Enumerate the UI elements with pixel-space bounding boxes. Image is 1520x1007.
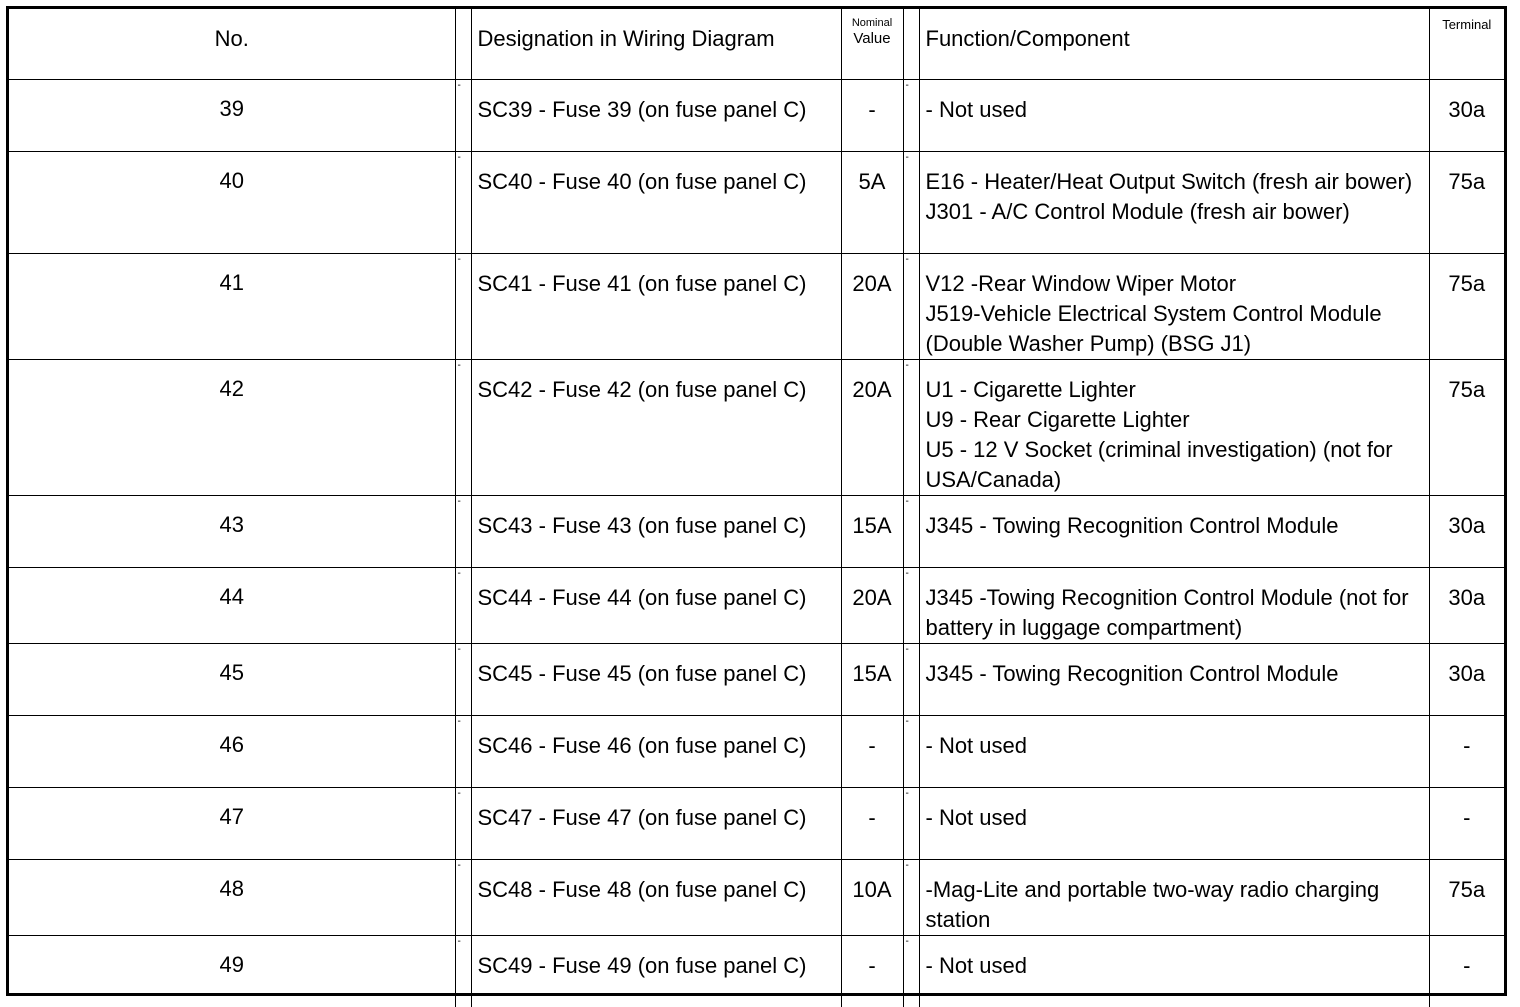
table-row — [9, 567, 1504, 643]
row-spacer-cell — [903, 79, 919, 151]
cell-function — [919, 935, 1429, 1007]
tick-mark: - — [905, 643, 909, 655]
cell-designation: SC42 - Fuse 42 (on fuse panel C) — [471, 359, 841, 495]
cell-function — [919, 715, 1429, 787]
function-line: V12 -Rear Window Wiper Motor — [925, 270, 1237, 296]
row-spacer-cell — [903, 859, 919, 935]
tick-mark: - — [457, 253, 461, 265]
fuse-table-frame — [6, 6, 1507, 996]
row-spacer-cell — [455, 79, 471, 151]
cell-function — [919, 495, 1429, 567]
cell-terminal: 30a — [1429, 79, 1504, 151]
cell-nominal-value: 15A — [841, 495, 903, 567]
function-line: U9 - Rear Cigarette Lighter — [925, 406, 1190, 432]
cell-designation: SC40 - Fuse 40 (on fuse panel C) — [471, 151, 841, 253]
row-spacer-cell — [455, 253, 471, 359]
row-spacer-cell — [455, 359, 471, 495]
fuse-table — [9, 9, 1504, 1007]
cell-nominal-value: - — [841, 935, 903, 1007]
header-no: No. — [9, 9, 455, 79]
cell-terminal: 75a — [1429, 151, 1504, 253]
row-spacer-cell — [903, 935, 919, 1007]
tick-mark: - — [905, 935, 909, 947]
cell-function — [919, 151, 1429, 253]
tick-mark: - — [457, 495, 461, 507]
cell-no: 43 — [9, 495, 455, 567]
table-row — [9, 935, 1504, 1007]
row-spacer-cell — [903, 495, 919, 567]
tick-mark: - — [905, 715, 909, 727]
table-row — [9, 151, 1504, 253]
table-row — [9, 859, 1504, 935]
tick-mark: - — [457, 643, 461, 655]
row-spacer-cell — [903, 151, 919, 253]
tick-mark: - — [457, 79, 461, 91]
cell-function — [919, 359, 1429, 495]
table-body — [9, 79, 1504, 1007]
tick-mark: - — [905, 359, 909, 371]
tick-mark: - — [905, 787, 909, 799]
cell-function — [919, 79, 1429, 151]
function-line: J345 - Towing Recognition Control Module — [925, 660, 1339, 686]
cell-nominal-value: 20A — [841, 359, 903, 495]
function-line: E16 - Heater/Heat Output Switch (fresh air bower) — [925, 168, 1413, 194]
tick-mark: - — [905, 567, 909, 579]
tick-mark: - — [457, 715, 461, 727]
cell-terminal: 30a — [1429, 567, 1504, 643]
cell-nominal-value: - — [841, 79, 903, 151]
header-spacer — [455, 9, 471, 79]
table-row — [9, 715, 1504, 787]
tick-mark: - — [457, 567, 461, 579]
row-spacer-cell — [455, 715, 471, 787]
cell-designation: SC45 - Fuse 45 (on fuse panel C) — [471, 643, 841, 715]
function-line: J345 -Towing Recognition Control Module (not for battery in luggage compartment) — [925, 584, 1409, 640]
header-spacer — [903, 9, 919, 79]
row-spacer-cell — [903, 359, 919, 495]
cell-nominal-value: 20A — [841, 567, 903, 643]
header-terminal-label: Terminal — [1442, 17, 1492, 32]
header-row — [9, 9, 1504, 79]
table-row — [9, 79, 1504, 151]
cell-no: 45 — [9, 643, 455, 715]
row-spacer-cell — [455, 495, 471, 567]
function-line: J301 - A/C Control Module (fresh air bower) — [925, 198, 1350, 224]
cell-designation: SC43 - Fuse 43 (on fuse panel C) — [471, 495, 841, 567]
cell-no: 47 — [9, 787, 455, 859]
cell-no: 49 — [9, 935, 455, 1007]
tick-mark: - — [457, 359, 461, 371]
cell-designation: SC49 - Fuse 49 (on fuse panel C) — [471, 935, 841, 1007]
cell-terminal: 75a — [1429, 359, 1504, 495]
row-spacer-cell — [903, 715, 919, 787]
row-spacer-cell — [455, 935, 471, 1007]
cell-function — [919, 567, 1429, 643]
row-spacer-cell — [455, 859, 471, 935]
row-spacer-cell — [455, 787, 471, 859]
row-spacer-cell — [903, 567, 919, 643]
function-line: - Not used — [925, 732, 1027, 758]
row-spacer-cell — [903, 643, 919, 715]
cell-function — [919, 253, 1429, 359]
row-spacer-cell — [455, 643, 471, 715]
cell-designation: SC39 - Fuse 39 (on fuse panel C) — [471, 79, 841, 151]
table-row — [9, 253, 1504, 359]
cell-no: 44 — [9, 567, 455, 643]
function-line: J519-Vehicle Electrical System Control Module (Double Washer Pump) (BSG J1) — [925, 300, 1382, 356]
cell-function — [919, 859, 1429, 935]
cell-no: 39 — [9, 79, 455, 151]
cell-terminal: - — [1429, 715, 1504, 787]
cell-terminal: 75a — [1429, 253, 1504, 359]
function-line: J345 - Towing Recognition Control Module — [925, 512, 1339, 538]
function-line: - Not used — [925, 804, 1027, 830]
row-spacer-cell — [455, 151, 471, 253]
header-designation: Designation in Wiring Diagram — [471, 9, 841, 79]
cell-no: 46 — [9, 715, 455, 787]
cell-nominal-value: 10A — [841, 859, 903, 935]
cell-no: 48 — [9, 859, 455, 935]
cell-function — [919, 787, 1429, 859]
cell-no: 41 — [9, 253, 455, 359]
table-row — [9, 643, 1504, 715]
cell-no: 40 — [9, 151, 455, 253]
cell-nominal-value: 20A — [841, 253, 903, 359]
tick-mark: - — [457, 787, 461, 799]
row-spacer-cell — [903, 253, 919, 359]
cell-designation: SC41 - Fuse 41 (on fuse panel C) — [471, 253, 841, 359]
tick-mark: - — [457, 935, 461, 947]
cell-designation: SC44 - Fuse 44 (on fuse panel C) — [471, 567, 841, 643]
tick-mark: - — [457, 859, 461, 871]
cell-terminal: 30a — [1429, 495, 1504, 567]
cell-nominal-value: 5A — [841, 151, 903, 253]
cell-no: 42 — [9, 359, 455, 495]
cell-designation: SC47 - Fuse 47 (on fuse panel C) — [471, 787, 841, 859]
cell-terminal: 75a — [1429, 859, 1504, 935]
cell-terminal: - — [1429, 787, 1504, 859]
function-line: -Mag-Lite and portable two-way radio charging station — [925, 876, 1380, 932]
header-nominal-value — [841, 9, 903, 79]
table-row — [9, 495, 1504, 567]
header-nominal-line2: Value — [853, 30, 891, 47]
cell-designation: SC48 - Fuse 48 (on fuse panel C) — [471, 859, 841, 935]
row-spacer-cell — [903, 787, 919, 859]
tick-mark: - — [457, 151, 461, 163]
tick-mark: - — [905, 151, 909, 163]
tick-mark: - — [905, 859, 909, 871]
cell-designation: SC46 - Fuse 46 (on fuse panel C) — [471, 715, 841, 787]
table-row — [9, 359, 1504, 495]
function-line: U1 - Cigarette Lighter — [925, 376, 1136, 402]
cell-terminal: - — [1429, 935, 1504, 1007]
tick-mark: - — [905, 253, 909, 265]
tick-mark: - — [905, 79, 909, 91]
cell-terminal: 30a — [1429, 643, 1504, 715]
header-function: Function/Component — [919, 9, 1429, 79]
header-nominal-line1: Nominal — [851, 17, 893, 29]
function-line: U5 - 12 V Socket (criminal investigation) (not for USA/Canada) — [925, 436, 1393, 492]
function-line: - Not used — [925, 96, 1027, 122]
cell-function — [919, 643, 1429, 715]
cell-nominal-value: 15A — [841, 643, 903, 715]
cell-nominal-value: - — [841, 715, 903, 787]
header-terminal — [1429, 9, 1504, 79]
row-spacer-cell — [455, 567, 471, 643]
function-line: - Not used — [925, 952, 1027, 978]
cell-nominal-value: - — [841, 787, 903, 859]
tick-mark: - — [905, 495, 909, 507]
table-row — [9, 787, 1504, 859]
